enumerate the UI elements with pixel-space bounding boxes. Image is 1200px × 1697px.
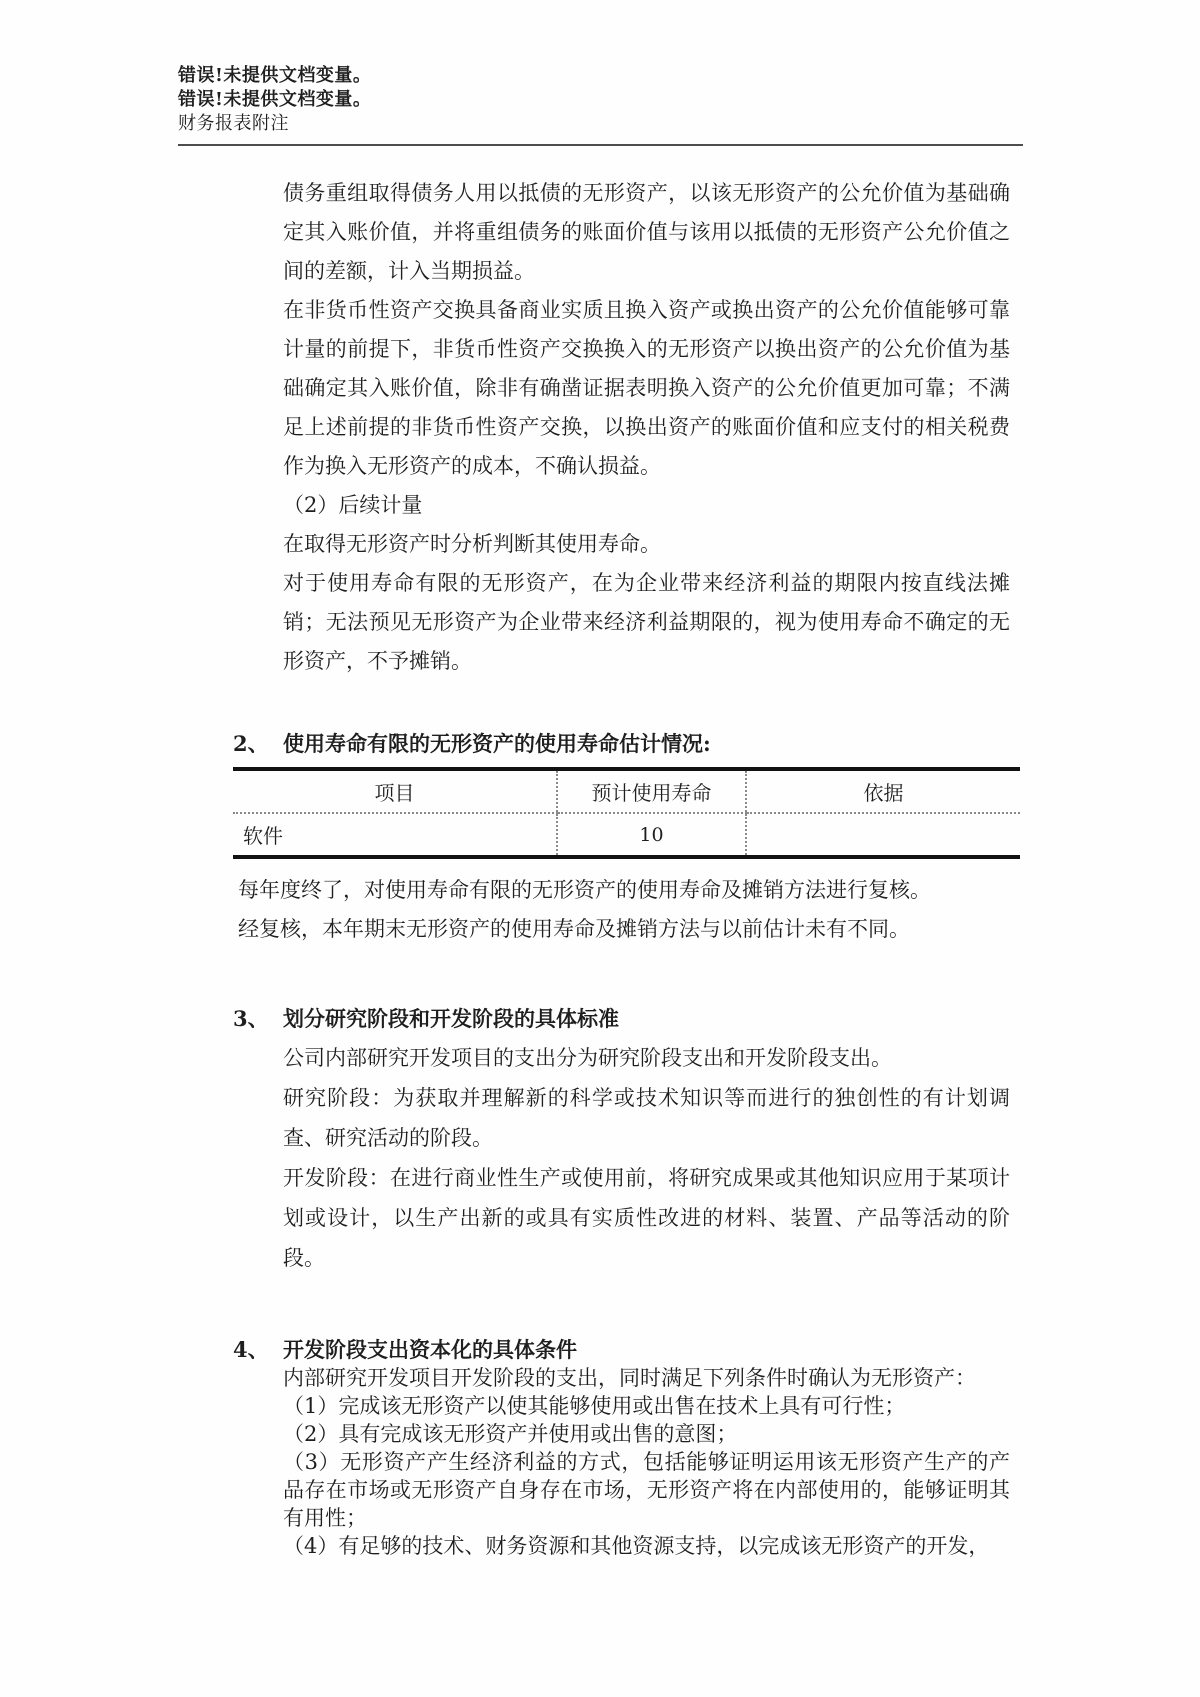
condition-2: （2）具有完成该无形资产并使用或出售的意图； (283, 1422, 738, 1446)
col-header-estimated-life: 预计使用寿命 (557, 771, 746, 813)
paragraph-useful-life-analysis: 在取得无形资产时分析判断其使用寿命。 (283, 532, 661, 556)
header-divider-line (178, 144, 1023, 146)
note-annual-review: 每年度终了，对使用寿命有限的无形资产的使用寿命及摊销方法进行复核。 (238, 878, 931, 902)
doc-variable-error-1: 错误!未提供文档变量。 (178, 65, 372, 86)
section-3-title: 划分研究阶段和开发阶段的具体标准 (283, 1006, 619, 1031)
paragraph-capitalization-intro: 内部研究开发项目开发阶段的支出，同时满足下列条件时确认为无形资产： (283, 1366, 976, 1390)
paragraph-subsequent-measurement-label: （2）后续计量 (283, 493, 423, 517)
doc-variable-error-2: 错误!未提供文档变量。 (178, 89, 372, 110)
paragraph-amortization-policy: 对于使用寿命有限的无形资产，在为企业带来经济利益的期限内按直线法摊销；无法预见无形资产为企业带来经济利益期限的，视为使用寿命不确定的无形资产，不予摊销。 (283, 571, 1010, 673)
section-3-number: 3、 (233, 1006, 269, 1031)
section-4 (233, 1336, 1010, 1560)
paragraph-development-stage: 开发阶段：在进行商业性生产或使用前，将研究成果或其他知识应用于某项计划或设计，以生产出新的或具有实质性改进的材料、装置、产品等活动的阶段。 (283, 1166, 1010, 1270)
section-2-title: 使用寿命有限的无形资产的使用寿命估计情况: (283, 731, 711, 756)
intro-paragraphs (283, 174, 1010, 681)
table-row-software (233, 813, 1020, 857)
section-4-heading (233, 1336, 1010, 1364)
section-3-heading (233, 999, 1010, 1038)
useful-life-table (233, 771, 1020, 859)
paragraph-debt-restructuring: 债务重组取得债务人用以抵债的无形资产，以该无形资产的公允价值为基础确定其入账价值，并将重组债务的账面价值与该用以抵债的无形资产公允价值之间的差额，计入当期损益。 (283, 181, 1010, 283)
header-subtitle: 财务报表附注 (178, 113, 289, 134)
col-header-basis: 依据 (746, 771, 1020, 813)
page-header (178, 64, 371, 136)
cell-basis-software (746, 813, 1020, 857)
col-header-item: 项目 (233, 771, 557, 813)
cell-item-software: 软件 (243, 824, 283, 848)
note-no-change: 经复核，本年期末无形资产的使用寿命及摊销方法与以前估计未有不同。 (238, 917, 910, 941)
section-4-number: 4、 (233, 1337, 269, 1362)
section-3 (233, 999, 1010, 1278)
paragraph-rd-split: 公司内部研究开发项目的支出分为研究阶段支出和开发阶段支出。 (283, 1046, 892, 1070)
section-2-number: 2、 (233, 731, 269, 756)
condition-1: （1）完成该无形资产以使其能够使用或出售在技术上具有可行性； (283, 1394, 906, 1418)
paragraph-nonmonetary-exchange: 在非货币性资产交换具备商业实质且换入资产或换出资产的公允价值能够可靠计量的前提下，非货币性资产交换换入的无形资产以换出资产的公允价值为基础确定其入账价值，除非有确凿证据表明换入资产的公允价值更加可靠；不满足上述前提的非货币性资产交换，以换出资产的账面价值和应支付的相关税费作为换入无形资产的成本，不确认损益。 (283, 298, 1010, 478)
section-2-notes (238, 871, 1010, 949)
paragraph-research-stage: 研究阶段：为获取并理解新的科学或技术知识等而进行的独创性的有计划调查、研究活动的阶段。 (283, 1086, 1010, 1150)
section-2 (233, 729, 1020, 949)
condition-4: （4）有足够的技术、财务资源和其他资源支持，以完成该无形资产的开发， (283, 1534, 990, 1558)
condition-3: （3）无形资产产生经济利益的方式，包括能够证明运用该无形资产生产的产品存在市场或无形资产自身存在市场，无形资产将在内部使用的，能够证明其有用性； (283, 1450, 1010, 1530)
cell-life-software: 10 (557, 813, 746, 857)
section-2-heading (233, 729, 1020, 771)
section-4-title: 开发阶段支出资本化的具体条件 (283, 1337, 577, 1362)
table-header-row (233, 771, 1020, 813)
document-body (233, 174, 1010, 1560)
